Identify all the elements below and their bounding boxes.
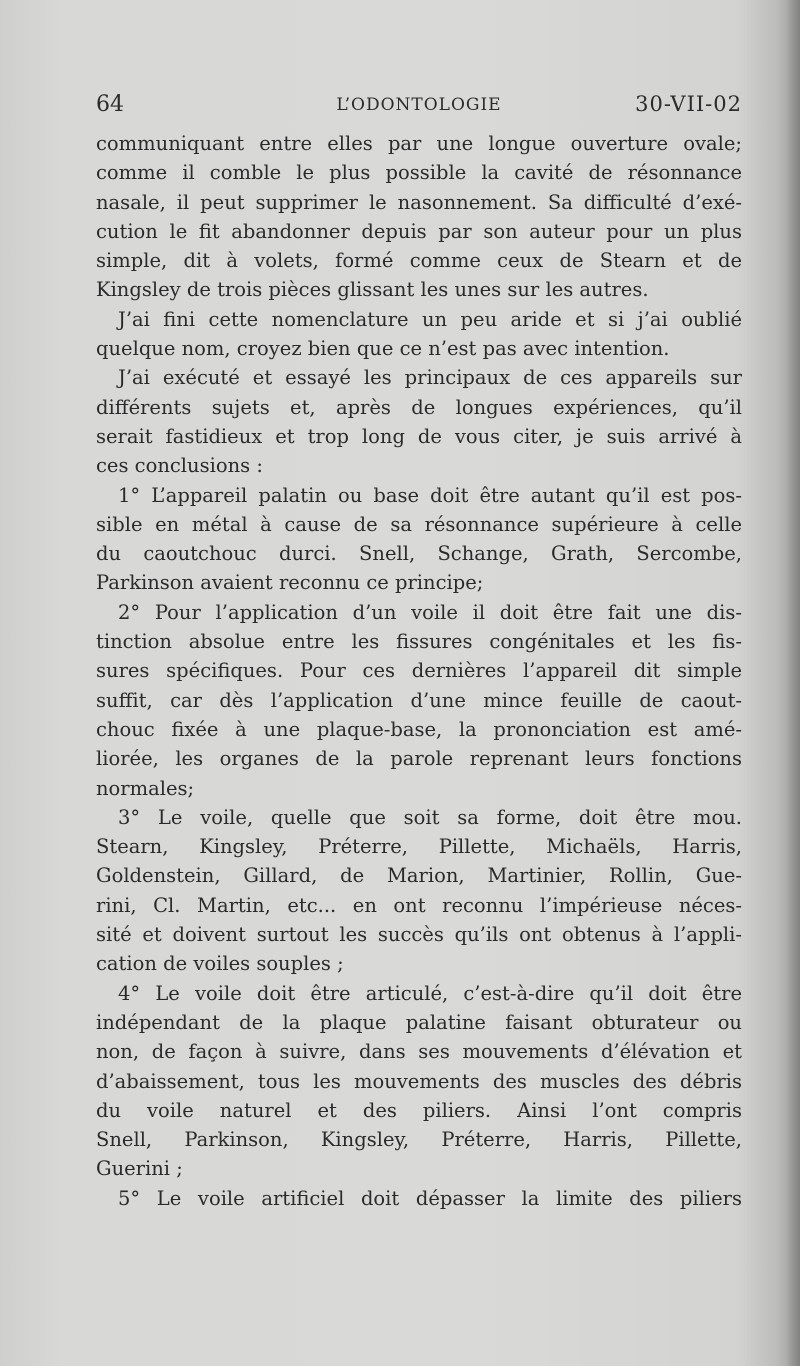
text-line: normales; xyxy=(96,776,195,800)
text-line: Snell, Parkinson, Kingsley, Préterre, Harris, Pillette, xyxy=(96,1128,742,1152)
page-edge-shadow xyxy=(786,0,800,1366)
text-line: serait fastidieux et trop long de vous citer, je suis arrivé à xyxy=(96,424,742,448)
text-line: quelque nom, croyez bien que ce n’est pas avec intention. xyxy=(96,337,670,361)
text-line: comme il comble le plus possible la cavité de résonnance xyxy=(96,161,742,185)
text-line: simple, dit à volets, formé comme ceux de Stearn et de xyxy=(96,249,742,273)
text-line: suffit, car dès l’application d’une mince feuille de caout- xyxy=(96,688,742,712)
text-line: sible en métal à cause de sa résonnance supérieure à celle xyxy=(96,512,742,536)
text-line: 4° Le voile doit être articulé, c’est-à-dire qu’il doit être xyxy=(118,981,742,1005)
page-number: 64 xyxy=(96,92,124,117)
running-title: L’ODONTOLOGIE xyxy=(336,95,502,115)
text-line: 5° Le voile artificiel doit dépasser la limite des piliers xyxy=(118,1186,742,1210)
text-line: d’abaissement, tous les mouvements des muscles des débris xyxy=(96,1069,742,1093)
text-line: 3° Le voile, quelle que soit sa forme, doit être mou. xyxy=(118,805,742,829)
text-line: rini, Cl. Martin, etc... en ont reconnu l’impérieuse néces- xyxy=(96,893,742,917)
text-line: Stearn, Kingsley, Préterre, Pillette, Michaëls, Harris, xyxy=(96,835,742,859)
text-line: Parkinson avaient reconnu ce principe; xyxy=(96,571,484,595)
text-line: du voile naturel et des piliers. Ainsi l’ont compris xyxy=(96,1098,742,1122)
text-line: nasale, il peut supprimer le nasonnement. Sa difficulté d’exé- xyxy=(96,190,742,214)
text-line: Goldenstein, Gillard, de Marion, Martinier, Rollin, Gue- xyxy=(96,864,742,888)
text-line: J’ai exécuté et essayé les principaux de ces appareils sur xyxy=(118,366,742,390)
text-line: Kingsley de trois pièces glissant les unes sur les autres. xyxy=(96,278,649,302)
text-line: tinction absolue entre les fissures congénitales et les fis- xyxy=(96,630,742,654)
text-line: cation de voiles souples ; xyxy=(96,952,344,976)
text-line: J’ai fini cette nomenclature un peu aride et si j’ai oublié xyxy=(118,307,742,331)
text-line: 2° Pour l’application d’un voile il doit être fait une dis- xyxy=(118,600,742,624)
text-line: chouc fixée à une plaque-base, la prononciation est amé- xyxy=(96,717,742,741)
text-line: sures spécifiques. Pour ces dernières l’appareil dit simple xyxy=(96,659,742,683)
text-line: sité et doivent surtout les succès qu’ils ont obtenus à l’appli- xyxy=(96,923,742,947)
text-line: 1° L’appareil palatin ou base doit être autant qu’il est pos- xyxy=(118,483,742,507)
text-line: communiquant entre elles par une longue ouverture ovale; xyxy=(96,132,742,155)
issue-date: 30-VII-02 xyxy=(635,92,742,116)
text-line: différents sujets et, après de longues expériences, qu’il xyxy=(96,395,742,419)
text-line: ces conclusions : xyxy=(96,454,263,478)
text-line: liorée, les organes de la parole reprenant leurs fonctions xyxy=(96,747,742,771)
body-text xyxy=(96,129,742,1213)
text-line: du caoutchouc durci. Snell, Schange, Grath, Sercombe, xyxy=(96,542,742,566)
text-line: indépendant de la plaque palatine faisant obturateur ou xyxy=(96,1010,742,1034)
running-header xyxy=(96,92,742,122)
text-line: Guerini ; xyxy=(96,1157,183,1181)
text-line: non, de façon à suivre, dans ses mouvements d’élévation et xyxy=(96,1040,742,1064)
text-line: cution le fit abandonner depuis par son auteur pour un plus xyxy=(96,219,742,243)
